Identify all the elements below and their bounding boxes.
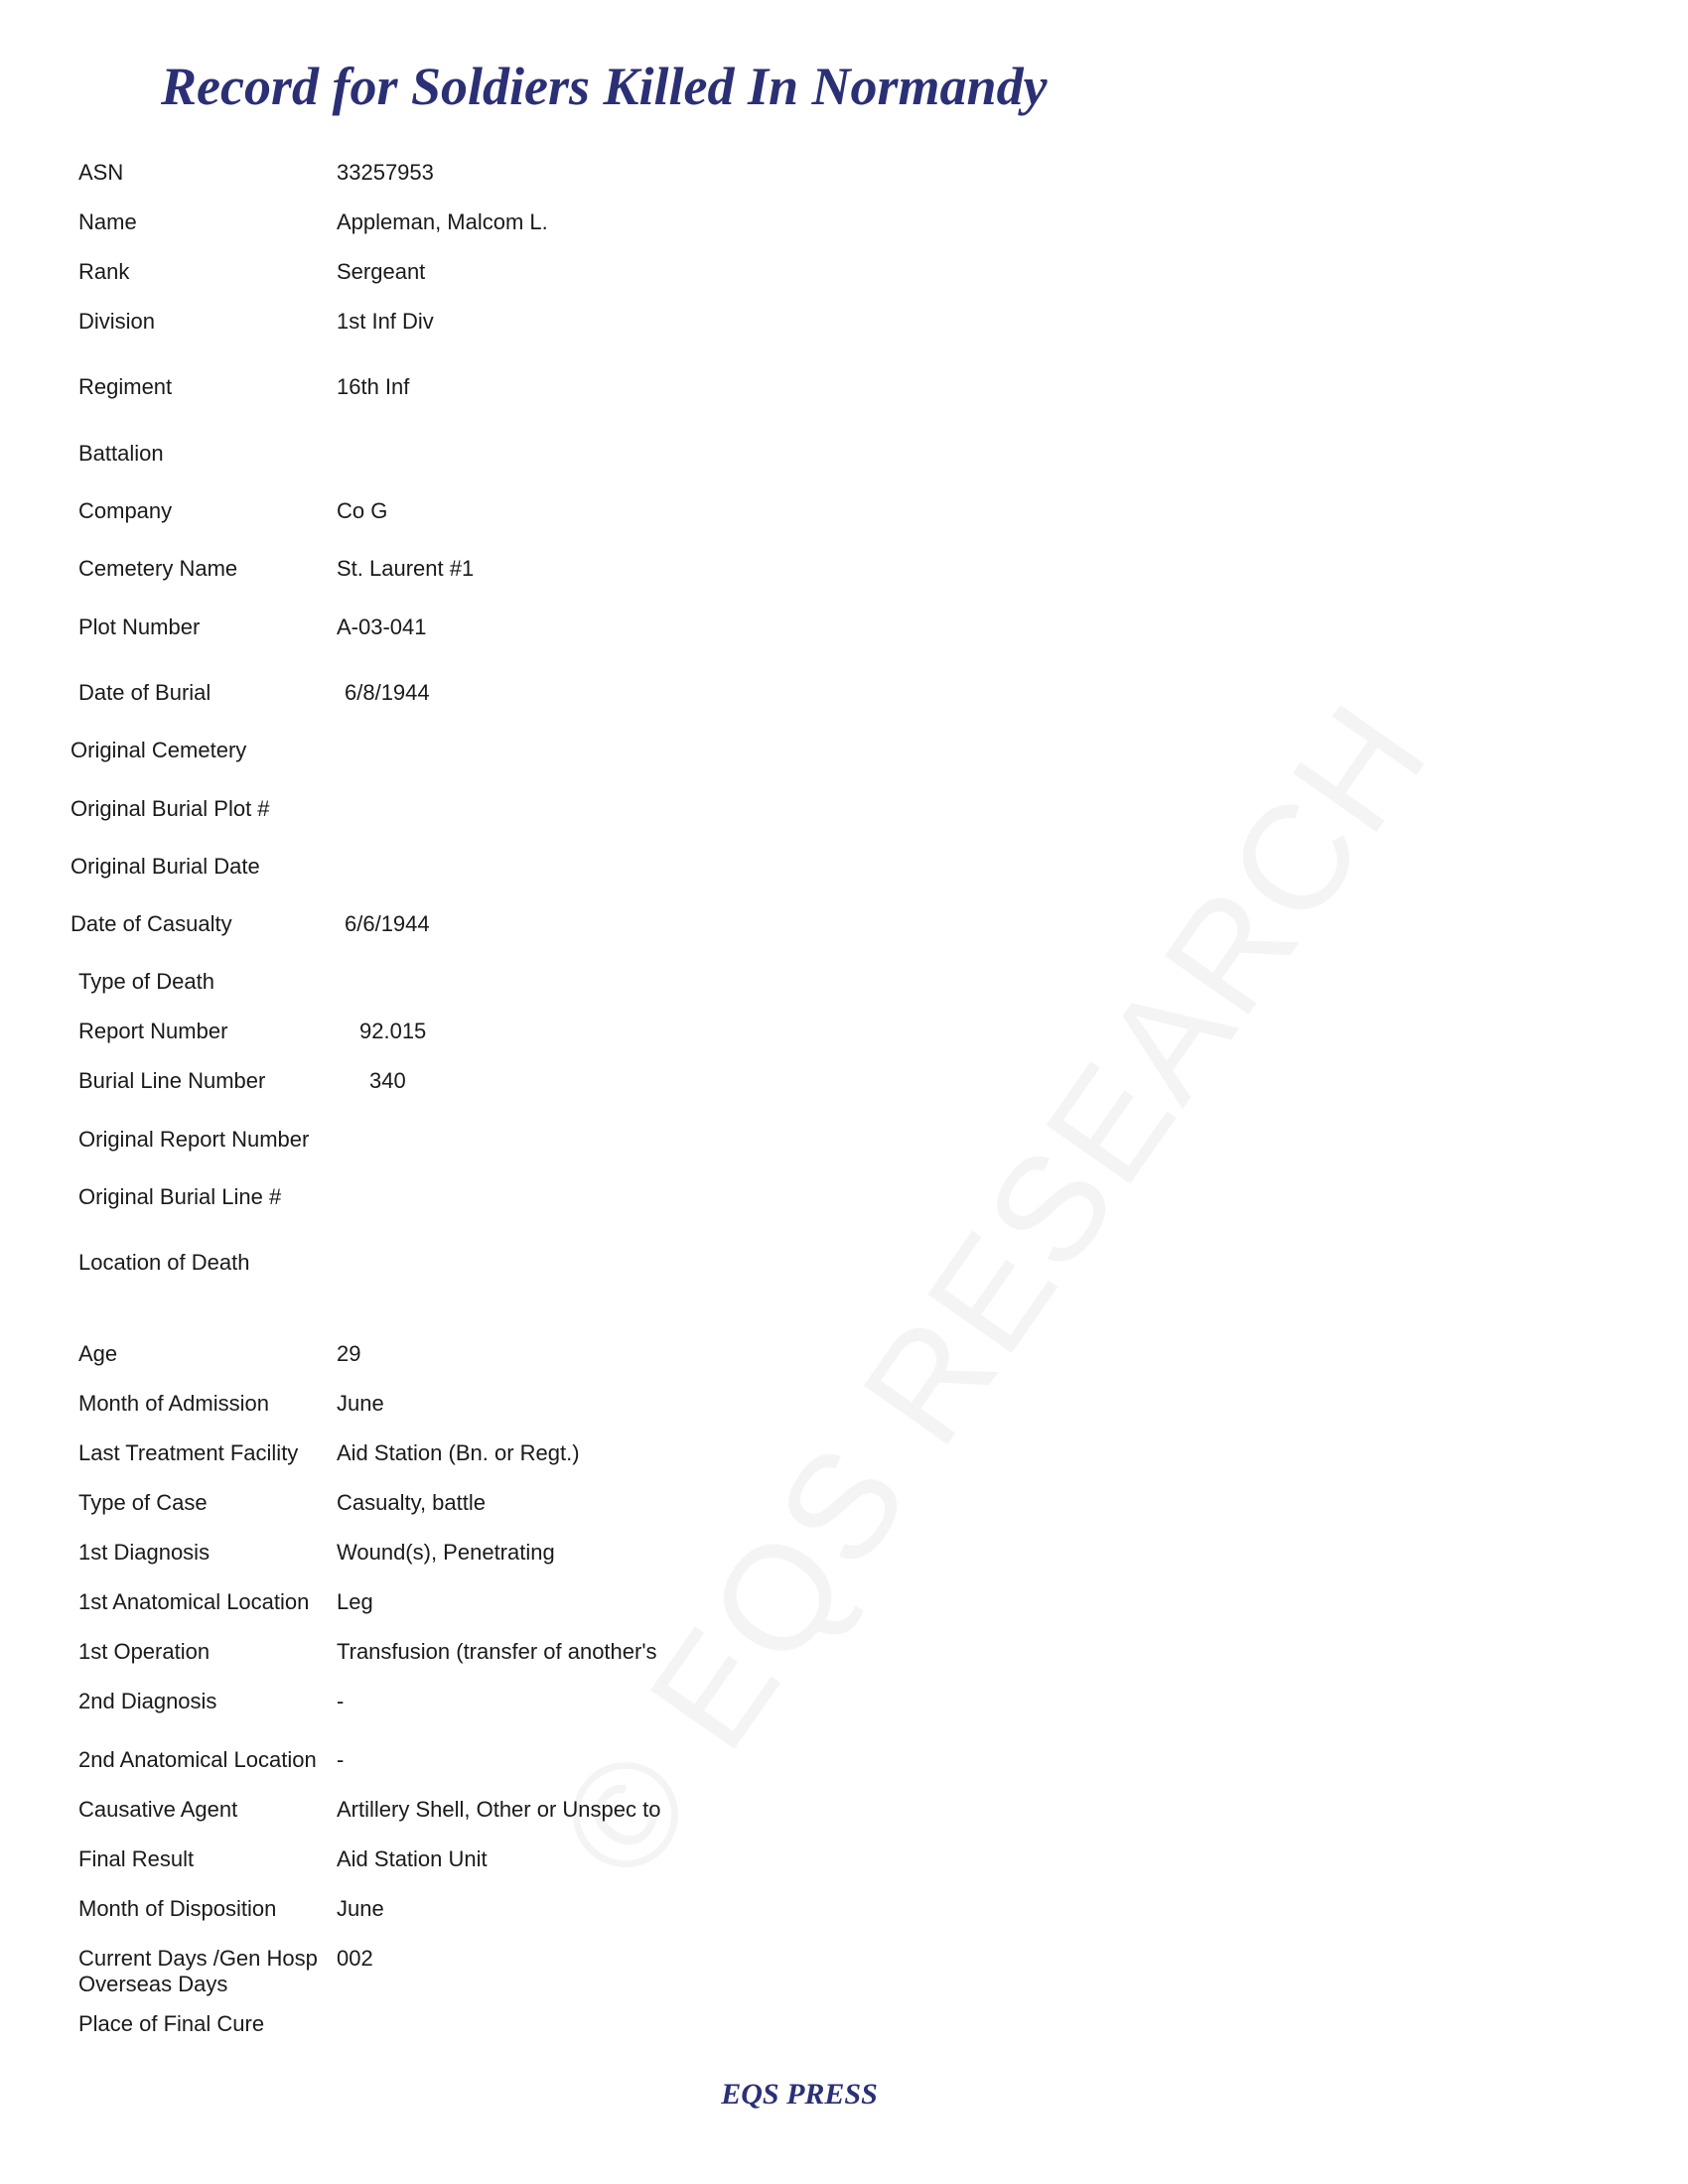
company-label: Company	[78, 498, 173, 523]
date-of-casualty-label: Date of Casualty	[70, 911, 232, 936]
original-burial-line-label: Original Burial Line #	[78, 1184, 282, 1209]
date-of-burial-value: 6/8/1944	[345, 680, 430, 705]
footer-publisher: EQS PRESS	[721, 2078, 878, 2111]
anatomical-location-2-label: 2nd Anatomical Location	[78, 1747, 317, 1772]
final-result-label: Final Result	[78, 1846, 195, 1871]
report-number-label: Report Number	[78, 1019, 228, 1043]
division-label: Division	[78, 309, 156, 334]
location-of-death-label: Location of Death	[78, 1250, 250, 1275]
original-report-number-label: Original Report Number	[78, 1127, 310, 1152]
report-number-value: 92.015	[359, 1019, 427, 1043]
regiment-label: Regiment	[78, 374, 173, 399]
name-label: Name	[78, 209, 137, 234]
causative-agent-value: Artillery Shell, Other or Unspec to	[337, 1797, 661, 1822]
current-days-value: 002	[337, 1946, 373, 1971]
original-burial-date-label: Original Burial Date	[70, 854, 260, 879]
anatomical-location-1-value: Leg	[337, 1589, 373, 1614]
last-treatment-facility-value: Aid Station (Bn. or Regt.)	[337, 1440, 580, 1465]
overseas-days-label: Overseas Days	[78, 1972, 228, 1996]
battalion-label: Battalion	[78, 441, 164, 466]
anatomical-location-1-label: 1st Anatomical Location	[78, 1589, 310, 1614]
page-title: Record for Soldiers Killed In Normandy	[161, 57, 1048, 116]
type-of-death-label: Type of Death	[78, 969, 214, 994]
current-days-label: Current Days /Gen Hosp	[78, 1946, 318, 1971]
plot-number-label: Plot Number	[78, 614, 201, 639]
month-of-disposition-label: Month of Disposition	[78, 1896, 277, 1921]
burial-line-number-value: 340	[369, 1068, 406, 1093]
month-of-admission-value: June	[337, 1391, 384, 1416]
diagnosis-2-value: -	[337, 1689, 345, 1713]
month-of-disposition-value: June	[337, 1896, 384, 1921]
date-of-burial-label: Date of Burial	[78, 680, 211, 705]
operation-1-value: Transfusion (transfer of another's	[337, 1639, 657, 1664]
diagnosis-1-value: Wound(s), Penetrating	[337, 1540, 555, 1565]
company-value: Co G	[337, 498, 388, 523]
final-result-value: Aid Station Unit	[337, 1846, 488, 1871]
original-burial-plot-label: Original Burial Plot #	[70, 796, 270, 821]
diagnosis-1-label: 1st Diagnosis	[78, 1540, 211, 1565]
division-value: 1st Inf Div	[337, 309, 434, 334]
cemetery-name-value: St. Laurent #1	[337, 556, 475, 581]
causative-agent-label: Causative Agent	[78, 1797, 238, 1822]
date-of-casualty-value: 6/6/1944	[345, 911, 430, 936]
rank-value: Sergeant	[337, 259, 426, 284]
burial-line-number-label: Burial Line Number	[78, 1068, 266, 1093]
cemetery-name-label: Cemetery Name	[78, 556, 238, 581]
asn-value: 33257953	[337, 160, 434, 185]
operation-1-label: 1st Operation	[78, 1639, 211, 1664]
diagnosis-2-label: 2nd Diagnosis	[78, 1689, 217, 1713]
asn-label: ASN	[78, 160, 124, 185]
name-value: Appleman, Malcom L.	[337, 209, 548, 234]
month-of-admission-label: Month of Admission	[78, 1391, 269, 1416]
original-cemetery-label: Original Cemetery	[70, 738, 247, 762]
regiment-value: 16th Inf	[337, 374, 410, 399]
type-of-case-value: Casualty, battle	[337, 1490, 487, 1515]
plot-number-value: A-03-041	[337, 614, 427, 639]
watermark	[524, 672, 1463, 1909]
anatomical-location-2-value: -	[337, 1747, 345, 1772]
last-treatment-facility-label: Last Treatment Facility	[78, 1440, 299, 1465]
rank-label: Rank	[78, 259, 130, 284]
type-of-case-label: Type of Case	[78, 1490, 208, 1515]
age-label: Age	[78, 1341, 118, 1366]
place-of-final-cure-label: Place of Final Cure	[78, 2011, 265, 2036]
age-value: 29	[337, 1341, 361, 1366]
